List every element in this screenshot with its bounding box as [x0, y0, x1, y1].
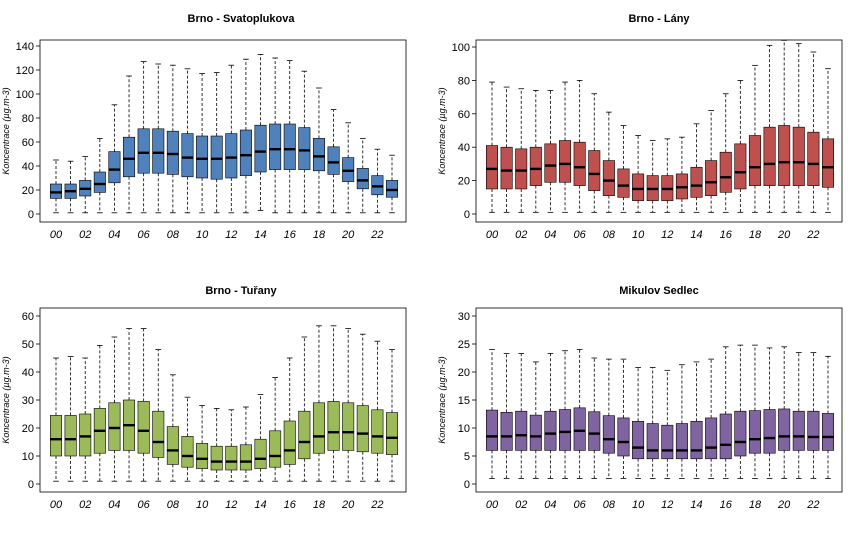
box-iqr: [647, 424, 658, 459]
box-iqr: [589, 151, 600, 191]
chart-panel-1: [437, 13, 842, 241]
x-tick-label: 08: [602, 229, 615, 241]
chart-title: Brno - Lány: [628, 13, 690, 25]
box-iqr: [691, 421, 702, 459]
box-13: [676, 137, 687, 212]
box-04: [109, 105, 120, 213]
box-iqr: [153, 129, 164, 173]
box-00: [50, 358, 61, 481]
box-00: [50, 160, 61, 213]
box-iqr: [808, 132, 819, 185]
x-tick-label: 04: [544, 499, 557, 511]
box-14: [255, 394, 266, 481]
x-tick-label: 22: [807, 229, 820, 241]
box-iqr: [167, 131, 178, 174]
box-01: [501, 354, 512, 479]
box-17: [735, 80, 746, 212]
box-iqr: [211, 446, 222, 470]
box-01: [65, 161, 76, 213]
chart-panel-0: [1, 13, 406, 241]
x-tick-label: 00: [485, 229, 499, 241]
box-iqr: [196, 136, 207, 178]
x-tick-label: 20: [342, 229, 355, 241]
box-05: [123, 329, 134, 482]
box-19: [764, 348, 775, 478]
y-tick-label: 60: [21, 137, 34, 149]
box-iqr: [182, 436, 193, 467]
box-22: [372, 341, 383, 481]
x-tick-label: 10: [631, 229, 645, 241]
y-tick-label: 140: [15, 41, 34, 53]
box-iqr: [138, 129, 149, 173]
x-tick-label: 14: [254, 229, 267, 241]
x-tick-label: 02: [79, 499, 92, 511]
x-tick-label: 04: [108, 229, 121, 241]
chart-panel-3: [437, 285, 842, 511]
box-iqr: [632, 421, 643, 459]
box-16: [720, 347, 731, 479]
box-iqr: [516, 149, 527, 189]
box-13: [240, 59, 251, 213]
box-iqr: [386, 180, 397, 197]
box-12: [226, 65, 237, 213]
x-tick-label: 06: [137, 229, 150, 241]
box-21: [793, 352, 804, 478]
box-04: [545, 354, 556, 479]
x-tick-label: 14: [254, 499, 267, 511]
box-iqr: [559, 141, 570, 183]
chart-panel-2: [1, 285, 406, 511]
box-08: [167, 375, 178, 481]
box-21: [357, 138, 368, 212]
chart-title: Brno - Svatoplukova: [187, 13, 295, 25]
x-tick-label: 22: [807, 499, 820, 511]
box-02: [80, 358, 91, 481]
box-10: [196, 74, 207, 213]
y-tick-label: 80: [457, 75, 470, 88]
x-tick-label: 12: [225, 499, 238, 511]
box-15: [269, 58, 280, 213]
box-16: [720, 94, 731, 213]
box-iqr: [749, 411, 760, 454]
box-00: [486, 350, 497, 479]
box-06: [138, 62, 149, 213]
box-iqr: [793, 411, 804, 450]
box-iqr: [778, 125, 789, 185]
x-tick-label: 12: [661, 229, 674, 241]
box-23: [822, 69, 833, 213]
box-iqr: [269, 124, 280, 170]
box-iqr: [822, 413, 833, 450]
y-tick-label: 60: [21, 311, 34, 323]
box-iqr: [735, 144, 746, 189]
box-iqr: [80, 414, 91, 456]
box-iqr: [676, 424, 687, 459]
box-iqr: [284, 421, 295, 464]
x-tick-label: 00: [485, 499, 499, 511]
box-iqr: [501, 412, 512, 450]
y-tick-label: 30: [21, 395, 34, 407]
box-08: [167, 65, 178, 213]
y-tick-label: 15: [457, 395, 470, 407]
box-iqr: [167, 427, 178, 465]
box-06: [574, 350, 585, 479]
box-iqr: [705, 161, 716, 196]
x-tick-label: 18: [312, 229, 326, 241]
box-iqr: [574, 408, 585, 451]
box-iqr: [618, 169, 629, 197]
box-09: [618, 359, 629, 478]
box-07: [589, 358, 600, 478]
box-05: [559, 82, 570, 212]
x-tick-label: 16: [283, 229, 296, 241]
box-23: [386, 350, 397, 482]
box-iqr: [618, 418, 629, 456]
box-18: [313, 88, 324, 213]
x-tick-label: 20: [778, 229, 791, 241]
box-iqr: [123, 137, 134, 177]
box-iqr: [545, 411, 556, 450]
box-iqr: [486, 410, 497, 450]
y-tick-label: 25: [457, 339, 470, 351]
y-tick-label: 10: [457, 423, 470, 435]
box-iqr: [50, 415, 61, 456]
box-09: [182, 69, 193, 213]
box-iqr: [313, 403, 324, 453]
box-iqr: [735, 411, 746, 456]
box-iqr: [255, 125, 266, 172]
box-11: [211, 72, 222, 212]
box-iqr: [778, 409, 789, 450]
box-05: [123, 76, 134, 213]
box-iqr: [808, 411, 819, 450]
y-tick-label: 0: [27, 479, 34, 491]
box-16: [284, 60, 295, 212]
box-15: [269, 378, 280, 482]
x-tick-label: 10: [195, 229, 209, 241]
box-iqr: [196, 443, 207, 468]
box-iqr: [603, 161, 614, 196]
box-03: [530, 90, 541, 212]
box-iqr: [328, 401, 339, 450]
box-06: [574, 80, 585, 212]
box-12: [662, 139, 673, 212]
box-20: [778, 40, 789, 212]
box-19: [328, 326, 339, 481]
box-09: [618, 125, 629, 212]
x-tick-label: 22: [371, 229, 384, 241]
box-23: [386, 155, 397, 213]
box-iqr: [691, 167, 702, 197]
box-23: [822, 356, 833, 478]
x-tick-label: 20: [342, 499, 355, 511]
box-iqr: [662, 425, 673, 459]
box-iqr: [269, 431, 280, 467]
y-tick-label: 80: [21, 113, 34, 125]
box-iqr: [530, 415, 541, 450]
box-02: [516, 89, 527, 213]
x-tick-label: 22: [371, 499, 384, 511]
y-tick-label: 0: [463, 479, 470, 491]
y-tick-label: 20: [21, 423, 34, 435]
box-iqr: [328, 147, 339, 175]
box-iqr: [589, 412, 600, 451]
x-tick-label: 18: [748, 229, 762, 241]
box-01: [65, 357, 76, 482]
box-iqr: [603, 416, 614, 454]
box-18: [749, 345, 760, 478]
box-11: [647, 368, 658, 479]
y-tick-label: 40: [457, 142, 470, 155]
box-03: [530, 362, 541, 478]
x-tick-label: 06: [573, 229, 586, 241]
box-14: [691, 362, 702, 478]
box-iqr: [284, 124, 295, 170]
box-iqr: [501, 147, 512, 189]
x-tick-label: 00: [49, 229, 63, 241]
box-10: [196, 406, 207, 482]
x-tick-label: 06: [137, 499, 150, 511]
box-10: [632, 368, 643, 479]
box-19: [764, 45, 775, 212]
y-tick-label: 40: [21, 161, 34, 173]
box-iqr: [357, 406, 368, 452]
x-tick-label: 20: [778, 499, 791, 511]
y-tick-label: 50: [21, 339, 34, 351]
x-tick-label: 10: [631, 499, 645, 511]
x-tick-label: 18: [312, 499, 326, 511]
x-tick-label: 18: [748, 499, 762, 511]
box-02: [80, 156, 91, 212]
box-iqr: [226, 134, 237, 178]
box-iqr: [822, 139, 833, 187]
box-iqr: [793, 127, 804, 185]
box-12: [226, 410, 237, 481]
x-tick-label: 02: [515, 499, 528, 511]
box-iqr: [226, 446, 237, 470]
box-03: [94, 138, 105, 212]
box-iqr: [357, 168, 368, 188]
box-iqr: [299, 128, 310, 170]
box-00: [486, 82, 497, 212]
box-iqr: [749, 136, 760, 186]
box-iqr: [764, 127, 775, 185]
box-iqr: [545, 144, 556, 182]
chart-title: Brno - Tuřany: [205, 285, 277, 297]
box-iqr: [764, 410, 775, 454]
x-tick-label: 10: [195, 499, 209, 511]
box-iqr: [94, 172, 105, 192]
box-21: [357, 334, 368, 481]
y-tick-label: 0: [27, 209, 34, 221]
box-iqr: [486, 146, 497, 189]
x-tick-label: 04: [108, 499, 121, 511]
box-iqr: [65, 415, 76, 456]
box-14: [691, 124, 702, 213]
box-iqr: [109, 403, 120, 451]
y-axis-title: Koncentrace (µg.m-3): [1, 356, 11, 444]
x-tick-label: 16: [283, 499, 296, 511]
box-22: [372, 149, 383, 213]
y-tick-label: 20: [21, 185, 34, 197]
box-22: [808, 52, 819, 212]
x-tick-label: 14: [690, 499, 703, 511]
x-tick-label: 08: [602, 499, 615, 511]
x-tick-label: 00: [49, 499, 63, 511]
x-tick-label: 02: [79, 229, 92, 241]
x-tick-label: 12: [661, 499, 674, 511]
y-tick-label: 40: [21, 367, 34, 379]
box-iqr: [342, 403, 353, 451]
box-iqr: [720, 152, 731, 192]
box-07: [589, 94, 600, 213]
box-iqr: [313, 138, 324, 170]
x-tick-label: 02: [515, 229, 528, 241]
box-15: [705, 359, 716, 478]
box-11: [211, 408, 222, 481]
box-22: [808, 352, 819, 478]
y-tick-label: 10: [21, 451, 34, 463]
box-02: [516, 354, 527, 479]
y-tick-label: 30: [457, 311, 470, 323]
y-axis-title: Koncentrace (µg.m-3): [437, 87, 447, 175]
box-iqr: [720, 414, 731, 459]
plot-frame: [476, 308, 842, 492]
box-14: [255, 54, 266, 210]
box-iqr: [255, 439, 266, 468]
box-iqr: [153, 411, 164, 457]
box-17: [299, 71, 310, 213]
box-20: [342, 123, 353, 213]
box-iqr: [240, 445, 251, 470]
box-iqr: [109, 152, 120, 183]
x-tick-label: 16: [719, 229, 732, 241]
box-04: [545, 90, 556, 212]
x-tick-label: 06: [573, 499, 586, 511]
box-10: [632, 136, 643, 213]
box-iqr: [182, 134, 193, 177]
box-12: [662, 370, 673, 478]
x-tick-label: 08: [166, 229, 179, 241]
box-18: [313, 326, 324, 481]
box-iqr: [516, 411, 527, 450]
y-tick-label: 60: [457, 108, 470, 121]
box-19: [328, 110, 339, 213]
plot-frame: [40, 40, 406, 222]
box-iqr: [705, 418, 716, 459]
box-17: [735, 345, 746, 478]
box-03: [94, 345, 105, 481]
box-21: [793, 44, 804, 213]
box-20: [778, 347, 789, 479]
box-18: [749, 65, 760, 212]
box-iqr: [386, 413, 397, 455]
box-17: [299, 337, 310, 481]
box-06: [138, 329, 149, 482]
y-tick-label: 120: [15, 65, 34, 77]
y-tick-label: 100: [15, 89, 34, 101]
y-tick-label: 20: [457, 367, 470, 379]
box-iqr: [138, 401, 149, 453]
box-15: [705, 110, 716, 212]
box-iqr: [574, 142, 585, 185]
y-axis-title: Koncentrace (µg.m-3): [1, 87, 11, 175]
plot-frame: [40, 308, 406, 492]
x-tick-label: 14: [690, 229, 703, 241]
box-07: [153, 350, 164, 482]
box-09: [182, 397, 193, 481]
box-05: [559, 351, 570, 479]
y-tick-label: 0: [463, 209, 470, 221]
box-iqr: [530, 147, 541, 185]
box-08: [603, 359, 614, 478]
box-07: [153, 64, 164, 213]
box-13: [240, 407, 251, 481]
box-16: [284, 358, 295, 481]
box-iqr: [372, 410, 383, 453]
box-08: [603, 112, 614, 212]
y-tick-label: 20: [457, 175, 470, 188]
chart-title: Mikulov Sedlec: [619, 285, 699, 297]
box-20: [342, 329, 353, 482]
box-04: [109, 337, 120, 481]
y-axis-title: Koncentrace (µg.m-3): [437, 356, 447, 444]
x-tick-label: 04: [544, 229, 557, 241]
box-iqr: [632, 174, 643, 201]
x-tick-label: 12: [225, 229, 238, 241]
box-iqr: [559, 410, 570, 451]
y-tick-label: 5: [463, 451, 470, 463]
box-01: [501, 87, 512, 212]
box-iqr: [240, 130, 251, 176]
y-tick-label: 100: [451, 42, 470, 54]
x-tick-label: 08: [166, 499, 179, 511]
box-iqr: [299, 411, 310, 459]
box-11: [647, 141, 658, 213]
x-tick-label: 16: [719, 499, 732, 511]
box-13: [676, 365, 687, 479]
